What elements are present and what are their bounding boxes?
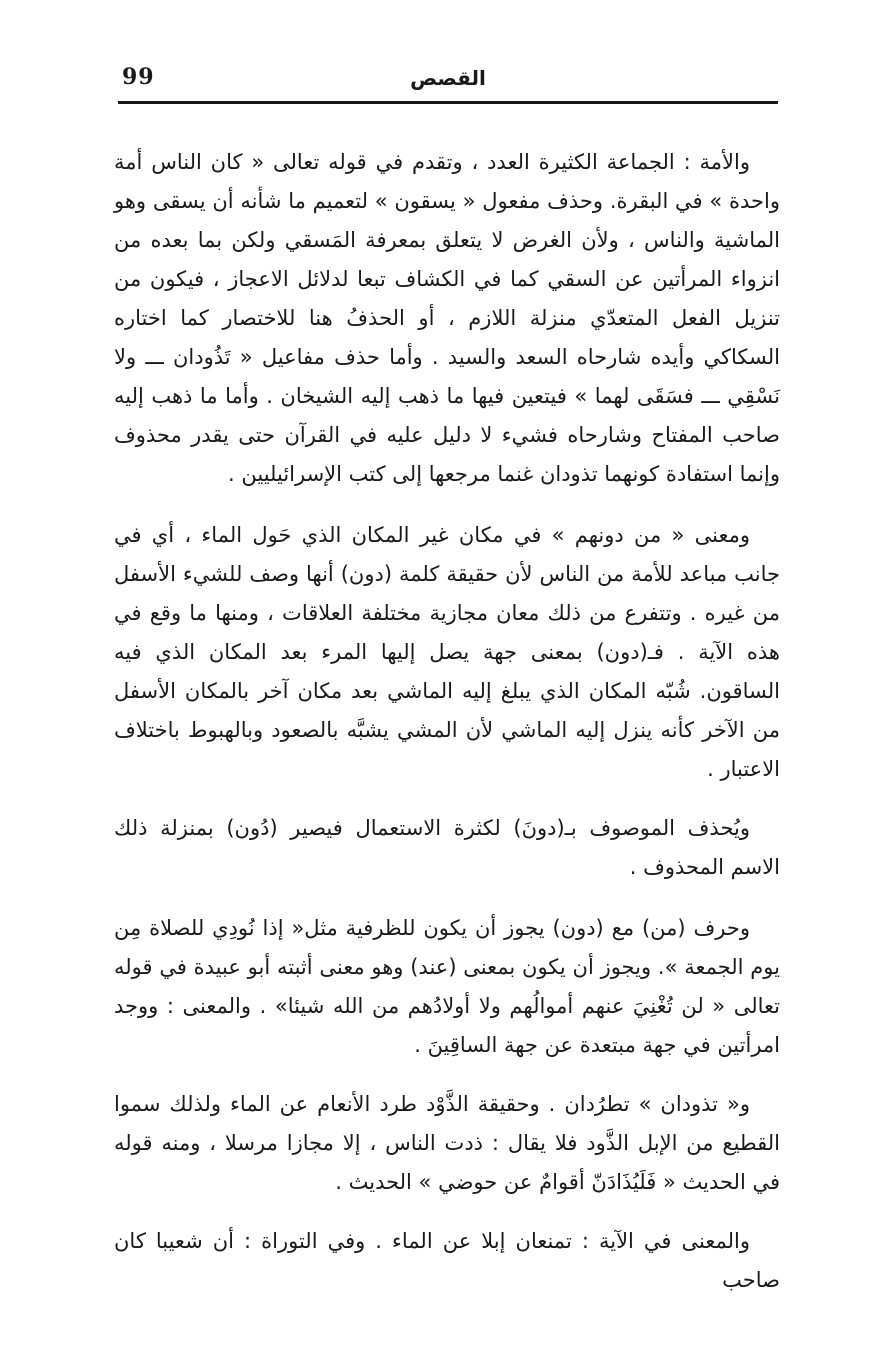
- paragraph: وحرف (من) مع (دون) يجوز أن يكون للظرفية مثل« إذا نُودِي للصلاة مِن يوم الجمعة ». ويجوز أن يكون بمعنى (عند) وهو معنى أثبته أبو عبيدة في قوله تعالى « لن تُغْنِيَ عنهم أموالُهم ولا أولادُهم من الله شيئا» . والمعنى : ووجد امرأتين في جهة مبتعدة عن جهة الساقِينَ .: [114, 916, 780, 1057]
- running-title: القصص: [410, 66, 486, 90]
- page-header: [118, 58, 778, 98]
- paragraph-gap: [114, 887, 780, 909]
- paragraph: والأمة : الجماعة الكثيرة العدد ، وتقدم في قوله تعالى « كان الناس أمة واحدة » في البقرة. وحذف مفعول « يسقون » لتعميم ما شأنه أن يسقى وهو الماشية والناس ، ولأن الغرض لا يتعلق بمعرفة المَسقي ولكن بما بعده من انزواء المرأتين عن السقي كما في الكشاف تبعا لدلائل الاعجاز ، فيكون من تنزيل الفعل المتعدّي منزلة اللازم ، أو الحذفُ هنا للاختصار كما اختاره السكاكي وأيده شارحاه السعد والسيد . وأما حذف مفاعيل « تَذُودان ـــ ولا نَسْقِي ـــ فسَقَى لهما » فيتعين فيها ما ذهب إليه الشيخان . وأما ما ذهب إليه صاحب المفتاح وشارحاه فشيء لا دليل عليه في القرآن حتى يقدر محذوف وإنما استفادة كونهما تذودان غنما مرجعها إلى كتب الإسرائيليين .: [114, 150, 780, 486]
- paragraph-gap: [114, 1065, 780, 1085]
- paragraph-gap: [114, 494, 780, 516]
- paragraph: و« تذودان » تطرُدان . وحقيقة الذَّوْد طرد الأنعام عن الماء ولذلك سموا القطيع من الإبل الذَّود فلا يقال : ذدت الناس ، إلا مجازا مرسلا ، ومنه قوله في الحديث « فَلَيُذَادَنّ أقوامٌ عن حوضي » الحديث .: [114, 1092, 780, 1194]
- paragraph-gap: [114, 789, 780, 809]
- page-number: 99: [122, 64, 155, 90]
- paragraph-gap: [114, 1202, 780, 1222]
- paragraph: والمعنى في الآية : تمنعان إبلا عن الماء . وفي التوراة : أن شعيبا كان صاحب: [114, 1229, 780, 1292]
- body-text: [114, 143, 780, 1300]
- paragraph: ومعنى « من دونهم » في مكان غير المكان الذي حَول الماء ، أي في جانب مباعد للأمة من الناس لأن حقيقة كلمة (دون) أنها وصف للشيء الأسفل من غيره . وتتفرع من ذلك معان مجازية مختلفة العلاقات ، ومنها ما وقع في هذه الآية . فـ(دون) بمعنى جهة يصل إليها المرء بعد المكان الذي فيه الساقون. شُبّه المكان الذي يبلغ إليه الماشي بعد مكان آخر بالمكان الأسفل من الآخر كأنه ينزل إليه الماشي لأن المشي يشبَّه بالصعود وبالهبوط باختلاف الاعتبار .: [114, 523, 780, 781]
- header-rule: [118, 101, 778, 104]
- paragraph: ويُحذف الموصوف بـ(دونَ) لكثرة الاستعمال فيصير (دُون) بمنزلة ذلك الاسم المحذوف .: [114, 816, 780, 879]
